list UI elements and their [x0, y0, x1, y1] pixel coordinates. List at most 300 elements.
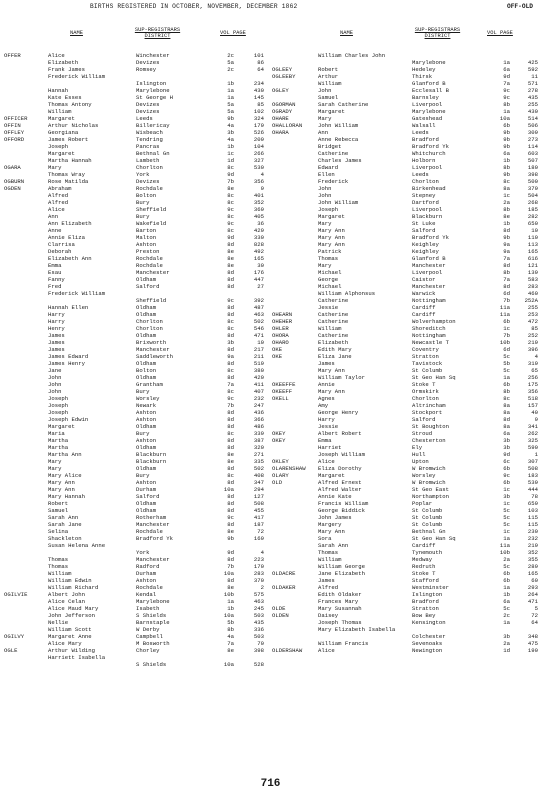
district: St Geo Han Sq	[412, 535, 456, 542]
district: Marylebone	[136, 87, 170, 94]
volume: 2c	[503, 612, 510, 619]
forename: Joseph Edwin	[48, 416, 89, 423]
district: Sheffield	[136, 206, 167, 213]
district: Manchester	[412, 262, 446, 269]
forename: Mary	[48, 458, 62, 465]
page: 347	[253, 479, 264, 486]
forename: Alfred	[48, 192, 69, 199]
district: Walsall	[412, 122, 436, 129]
page: 101	[253, 52, 264, 59]
volume: 9d	[227, 171, 234, 178]
entry-row	[4, 465, 266, 472]
volume: 6a	[503, 66, 510, 73]
district: Chorlton	[412, 178, 439, 185]
district: Salford	[136, 493, 160, 500]
forename: Thomas	[48, 556, 69, 563]
district: Warwick	[412, 290, 436, 297]
district: Ashton	[136, 409, 157, 416]
entry-row	[4, 507, 266, 514]
district: Cardiff	[412, 304, 436, 311]
district: Worsley	[136, 395, 160, 402]
forename: John	[48, 374, 62, 381]
page: 335	[253, 458, 264, 465]
forename: Sora	[318, 535, 332, 542]
entry-row	[4, 283, 266, 290]
page: 278	[527, 87, 538, 94]
district: Lambeth	[136, 157, 160, 164]
volume: 7b	[227, 178, 234, 185]
volume: 9c	[227, 297, 234, 304]
page: 104	[253, 143, 264, 150]
forename: Mary Ann	[318, 528, 345, 535]
volume: 8e	[227, 451, 234, 458]
page: 460	[527, 290, 538, 297]
surname: OHEHER	[272, 318, 293, 325]
district: Grantham	[136, 381, 163, 388]
page: 325	[527, 437, 538, 444]
page: 169	[253, 535, 264, 542]
entry-row	[272, 598, 538, 605]
volume: 8e	[227, 458, 234, 465]
page: 5	[534, 605, 538, 612]
volume: 1c	[503, 325, 510, 332]
page: 219	[527, 339, 538, 346]
forename: Margaret	[318, 213, 345, 220]
page: 179	[253, 122, 264, 129]
forename: Harriet	[318, 444, 342, 451]
volume: 6b	[503, 465, 510, 472]
forename: Alfred	[48, 199, 69, 206]
volume: 1b	[227, 80, 234, 87]
volume: 8d	[227, 437, 234, 444]
entry-row	[272, 227, 538, 234]
forename: Michael	[318, 283, 342, 290]
volume: 7b	[227, 563, 234, 570]
entry-row	[4, 318, 266, 325]
district: Newark	[136, 402, 157, 409]
entry-row	[272, 549, 538, 556]
entry-row	[4, 444, 266, 451]
surname: OKELL	[272, 395, 289, 402]
volume: 6c	[503, 458, 510, 465]
forename: Fred	[48, 283, 62, 290]
forename: Mary Ann	[318, 367, 345, 374]
district: Devizes	[136, 101, 160, 108]
district: Colchester	[412, 633, 446, 640]
volume: 5b	[503, 360, 510, 367]
volume: 5c	[503, 605, 510, 612]
page: 420	[253, 374, 264, 381]
page: 355	[527, 556, 538, 563]
volume: 7a	[503, 276, 510, 283]
entry-row	[272, 423, 538, 430]
entry-row	[272, 199, 538, 206]
surname: OLARY	[272, 472, 289, 479]
page: 36	[257, 220, 264, 227]
entry-row	[272, 437, 538, 444]
forename: William George	[318, 563, 365, 570]
name-header-left: NAME	[70, 30, 83, 36]
entry-row	[4, 346, 266, 353]
page: 320	[253, 444, 264, 451]
entry-row	[272, 108, 538, 115]
district: Stratton	[412, 605, 439, 612]
entry-row	[4, 633, 266, 640]
page: 10	[531, 227, 538, 234]
page: 430	[527, 108, 538, 115]
entry-row	[272, 192, 538, 199]
entry-row	[4, 122, 266, 129]
district: Devizes	[136, 59, 160, 66]
page: 583	[527, 276, 538, 283]
district: Whitchurch	[412, 150, 446, 157]
page: 603	[527, 150, 538, 157]
forename: Mary	[318, 220, 332, 227]
forename: Alfred	[318, 584, 339, 591]
district: Rotherham	[136, 514, 167, 521]
surname: OKEY	[272, 430, 286, 437]
volume: 1a	[227, 87, 234, 94]
surname: OHALLORAN	[272, 122, 303, 129]
volume: 5a	[227, 108, 234, 115]
forename: John	[48, 381, 62, 388]
volume: 2c	[227, 52, 234, 59]
entry-row	[272, 318, 538, 325]
volume: 8a	[503, 423, 510, 430]
district: Bradford	[412, 136, 439, 143]
forename: Hannah Ellen	[48, 304, 89, 311]
district-header-left: SUP-REGISTRARS DISTRICT	[134, 27, 181, 39]
forename: Elizabeth Ann	[48, 255, 92, 262]
district: Oldham	[136, 444, 157, 451]
entry-row	[4, 157, 266, 164]
district: Oldham	[136, 507, 157, 514]
surname: OLARENSHAW	[272, 465, 306, 472]
page: 324	[253, 115, 264, 122]
volume: 9c	[227, 514, 234, 521]
district: Rochdale	[136, 528, 163, 535]
entry-row	[4, 66, 266, 73]
forename: Mary Ann	[48, 479, 75, 486]
volume: 1b	[503, 220, 510, 227]
entry-row	[4, 290, 266, 297]
volume: 10b	[223, 591, 234, 598]
district: Leeds	[136, 115, 153, 122]
volume: 8b	[227, 626, 234, 633]
forename: Patrick	[318, 248, 342, 255]
volume: 8d	[227, 311, 234, 318]
forename: Mary Ann	[318, 227, 345, 234]
page: 114	[527, 143, 538, 150]
page: 519	[253, 360, 264, 367]
entry-row	[4, 598, 266, 605]
entry-row	[4, 535, 266, 542]
entry-row	[4, 108, 266, 115]
page: 4	[534, 353, 538, 360]
volume: 1d	[503, 647, 510, 654]
page: 447	[253, 276, 264, 283]
entry-row	[4, 227, 266, 234]
volume: 5c	[503, 367, 510, 374]
district: Tavistock	[412, 360, 443, 367]
forename: Alice	[318, 647, 335, 654]
entry-row	[4, 297, 266, 304]
entry-row	[4, 192, 266, 199]
forename: James Edward	[48, 353, 89, 360]
surname: OKEEFFE	[272, 381, 296, 388]
page: 185	[527, 206, 538, 213]
entry-row	[4, 325, 266, 332]
page: 546	[253, 325, 264, 332]
volume: 6b	[503, 570, 510, 577]
volume: 8b	[503, 388, 510, 395]
volume: 1c	[503, 486, 510, 493]
volume: 8d	[227, 500, 234, 507]
forename: John	[318, 87, 332, 94]
surname: OHARE	[272, 115, 289, 122]
page: 507	[527, 157, 538, 164]
entry-row	[272, 66, 538, 73]
page: 339	[253, 430, 264, 437]
forename: Esau	[48, 269, 62, 276]
entry-row	[272, 101, 538, 108]
district: W Derby	[136, 626, 160, 633]
forename: Margaret	[318, 108, 345, 115]
forename: John	[318, 185, 332, 192]
page: 436	[253, 409, 264, 416]
surname: OKE	[272, 353, 283, 360]
page: 366	[253, 416, 264, 423]
forename: Amy	[318, 402, 329, 409]
volume: 9c	[503, 87, 510, 94]
page: 435	[253, 619, 264, 626]
volume: 6b	[503, 577, 510, 584]
page: 502	[253, 465, 264, 472]
entry-row	[4, 514, 266, 521]
page: 575	[253, 591, 264, 598]
entry-row	[272, 626, 538, 633]
entry-row	[272, 500, 538, 507]
entry-row	[272, 150, 538, 157]
district: Pancras	[136, 143, 160, 150]
district: Leeds	[412, 129, 429, 136]
entry-row	[4, 206, 266, 213]
page: 307	[527, 458, 538, 465]
entry-row	[272, 570, 538, 577]
entry-row	[4, 199, 266, 206]
volume: 10a	[223, 661, 234, 668]
district: Oldham	[136, 423, 157, 430]
volume: 9b	[503, 234, 510, 241]
entry-row	[272, 332, 538, 339]
forename: Thomas Wray	[48, 171, 85, 178]
volume: 11a	[499, 311, 510, 318]
volume: 6b	[503, 318, 510, 325]
entry-row	[4, 269, 266, 276]
forename: James	[48, 346, 65, 353]
entry-row	[4, 556, 266, 563]
page: 471	[253, 332, 264, 339]
page: 327	[253, 157, 264, 164]
entry-row	[272, 619, 538, 626]
page: 380	[253, 367, 264, 374]
volume: 8c	[227, 199, 234, 206]
forename: Thomas	[318, 255, 339, 262]
volume: 9c	[503, 472, 510, 479]
volume: 8d	[227, 283, 234, 290]
forename: Anne	[48, 227, 62, 234]
page: 396	[527, 346, 538, 353]
district: Bury	[136, 472, 150, 479]
forename: Elizabeth	[48, 59, 79, 66]
volume: 8e	[227, 528, 234, 535]
page: 1	[534, 451, 538, 458]
district: Barnstaple	[136, 619, 170, 626]
district: St Columb	[412, 367, 443, 374]
district: Blackburn	[412, 213, 443, 220]
forename: Thomas	[48, 563, 69, 570]
district: Redruth	[412, 563, 436, 570]
page: 271	[253, 451, 264, 458]
page: 180	[527, 164, 538, 171]
page: 139	[527, 269, 538, 276]
forename: Martha	[48, 444, 69, 451]
district-header-right: SUP-REGISTRARS DISTRICT	[414, 27, 461, 39]
volume: 5a	[227, 59, 234, 66]
page: 232	[527, 535, 538, 542]
page: 187	[253, 521, 264, 528]
entry-row	[272, 444, 538, 451]
page: 526	[253, 129, 264, 136]
entry-row	[4, 304, 266, 311]
entry-row	[272, 514, 538, 521]
forename: Elizabeth	[318, 339, 349, 346]
left-column	[4, 52, 266, 668]
volume: 1a	[503, 374, 510, 381]
forename: Catherine	[318, 150, 349, 157]
page: 463	[253, 598, 264, 605]
district: W Bromwich	[412, 465, 446, 472]
entry-row	[272, 640, 538, 647]
entry-row	[4, 353, 266, 360]
district: Bradford Yk	[412, 234, 449, 241]
forename: William Scott	[48, 626, 92, 633]
district: Bolton	[136, 367, 157, 374]
entry-row	[4, 563, 266, 570]
entry-row	[4, 241, 266, 248]
entry-row	[4, 521, 266, 528]
entry-row	[272, 304, 538, 311]
forename: Margaret Anne	[48, 633, 92, 640]
volume: 8a	[503, 409, 510, 416]
entry-row	[4, 479, 266, 486]
page: 293	[527, 584, 538, 591]
entry-row	[4, 129, 266, 136]
forename: Joseph Thomas	[318, 619, 362, 626]
entry-row	[272, 479, 538, 486]
volume: 1a	[227, 598, 234, 605]
entry-row	[4, 255, 266, 262]
forename: Mary Ann	[318, 241, 345, 248]
district: Chorlton	[136, 325, 163, 332]
district: Chorlton	[136, 164, 163, 171]
entry-row	[272, 80, 538, 87]
page: 492	[253, 248, 264, 255]
surname: OFFER	[4, 52, 21, 59]
district: Marylebone	[412, 59, 446, 66]
forename: Clarrisa	[48, 241, 75, 248]
page: 255	[527, 304, 538, 311]
district: Stoke T	[412, 381, 436, 388]
page: 283	[253, 570, 264, 577]
page: 60	[531, 577, 538, 584]
forename: William	[318, 556, 342, 563]
forename: Maria	[48, 430, 65, 437]
page: 425	[527, 59, 538, 66]
forename: George Biddick	[318, 507, 365, 514]
volume: 8b	[503, 101, 510, 108]
page: 165	[527, 248, 538, 255]
volume: 5c	[503, 353, 510, 360]
volume: 8e	[227, 248, 234, 255]
entry-row	[272, 290, 538, 297]
entry-row	[4, 437, 266, 444]
district: Keighley	[412, 248, 439, 255]
volume: 8c	[227, 227, 234, 234]
page: 370	[253, 577, 264, 584]
entry-row	[272, 556, 538, 563]
entry-row	[4, 374, 266, 381]
forename: Mary Ann	[48, 486, 75, 493]
surname: OHLER	[272, 325, 289, 332]
entry-row	[272, 185, 538, 192]
district: Marylebone	[412, 108, 446, 115]
entry-row	[4, 423, 266, 430]
forename: William	[48, 570, 72, 577]
entry-row	[272, 346, 538, 353]
district: Oldham	[136, 311, 157, 318]
district: Bury	[136, 213, 150, 220]
entry-row	[4, 409, 266, 416]
entry-row	[272, 87, 538, 94]
entry-row	[4, 619, 266, 626]
entry-row	[272, 451, 538, 458]
index-range-tag: OFF-OLD	[507, 3, 533, 10]
district: Saddleworth	[136, 353, 173, 360]
surname: OGBURN	[4, 178, 25, 185]
entry-row	[272, 115, 538, 122]
volume: 9d	[227, 549, 234, 556]
volume: 10b	[499, 339, 510, 346]
district: Ecclesall B	[412, 87, 449, 94]
volume: 9d	[503, 73, 510, 80]
entry-row	[272, 458, 538, 465]
volume: 10a	[223, 570, 234, 577]
volume: 9d	[227, 234, 234, 241]
forename: Alice	[48, 206, 65, 213]
surname: OGLEY	[272, 87, 289, 94]
page: 503	[253, 612, 264, 619]
entry-row	[272, 521, 538, 528]
volume: 8c	[227, 430, 234, 437]
district: Oldham	[136, 276, 157, 283]
page: 401	[253, 192, 264, 199]
entry-row	[4, 402, 266, 409]
district: Barton	[136, 227, 157, 234]
page: 245	[253, 605, 264, 612]
entry-row	[4, 87, 266, 94]
district: Bradford	[412, 598, 439, 605]
